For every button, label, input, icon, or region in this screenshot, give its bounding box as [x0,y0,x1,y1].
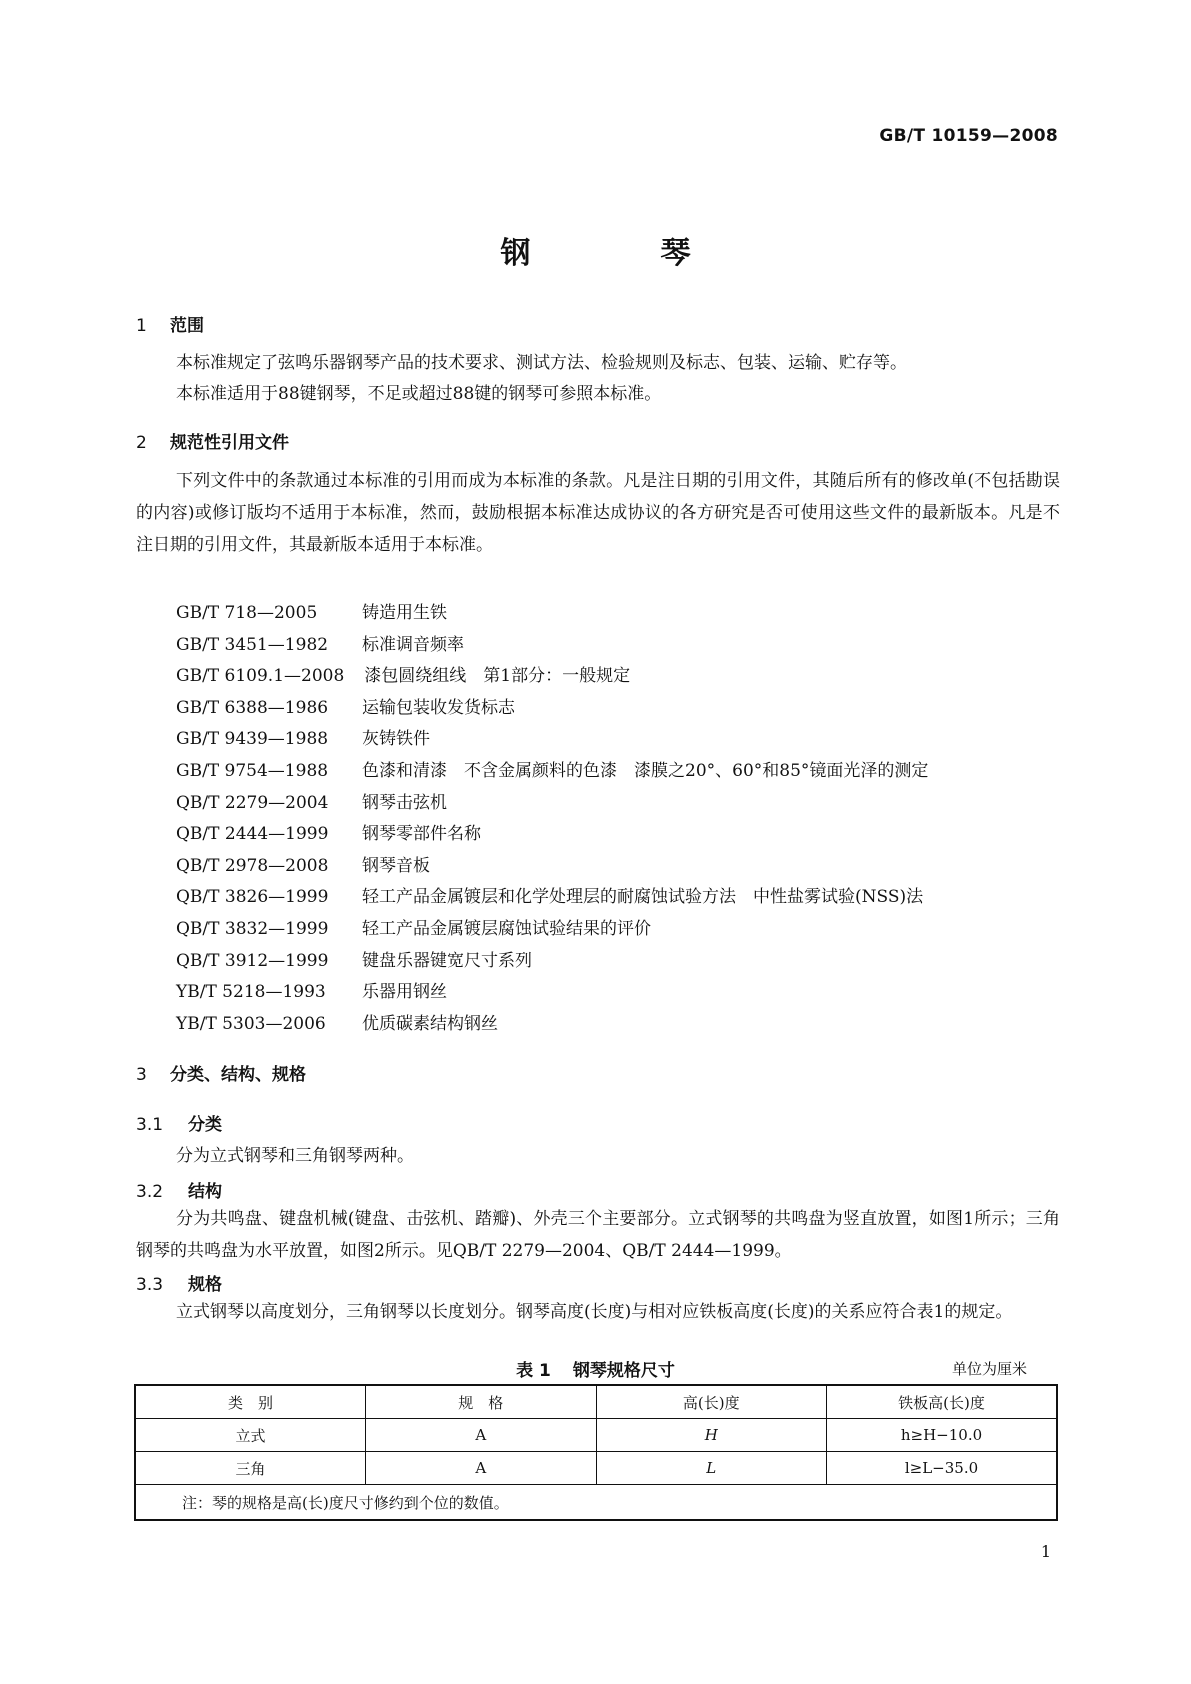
section-3-3-paragraph: 立式钢琴以高度划分，三角钢琴以长度划分。钢琴高度(长度)与相对应铁板高度(长度)的关系应符合表1的规定。 [176,1302,1013,1322]
reference-code: QB/T 3832—1999 [176,918,329,939]
reference-code: QB/T 3912—1999 [176,950,329,971]
reference-code: YB/T 5218—1993 [176,982,326,1003]
column-header: 高(长)度 [596,1385,827,1419]
reference-title: 灰铸铁件 [362,729,430,750]
section-title: 分类 [188,1115,222,1135]
table-number: 表 1 [516,1361,551,1381]
table-title: 钢琴规格尺寸 [572,1361,675,1381]
spec-table [134,1384,1058,1521]
reference-code: GB/T 9754—1988 [176,760,329,781]
reference-title: 优质碳素结构钢丝 [362,1013,498,1034]
table-row [135,1419,1057,1452]
page-number: 1 [1040,1542,1051,1561]
reference-code: GB/T 9439—1988 [176,729,329,750]
section-title: 规范性引用文件 [170,433,289,453]
reference-title: 乐器用钢丝 [362,982,447,1003]
list-item [176,693,928,725]
section-title: 分类、结构、规格 [170,1065,306,1085]
table-note-row [135,1485,1057,1521]
reference-code: QB/T 2444—1999 [176,824,329,845]
column-header: 类 别 [135,1385,366,1419]
list-item [176,788,928,820]
section-1-paragraph-1: 本标准规定了弦鸣乐器钢琴产品的技术要求、测试方法、检验规则及标志、包装、运输、贮存等。 [176,353,907,373]
reference-code: GB/T 718—2005 [176,603,318,623]
column-header: 规 格 [366,1385,597,1419]
reference-code: GB/T 3451—1982 [176,634,329,655]
list-item [176,882,928,914]
list-item [176,756,928,788]
reference-title: 轻工产品金属镀层腐蚀试验结果的评价 [362,918,651,939]
list-item [176,1009,928,1041]
section-2-heading [136,428,289,453]
section-1-paragraph-2: 本标准适用于88键钢琴，不足或超过88键的钢琴可参照本标准。 [176,384,662,404]
list-item [176,946,928,978]
column-header: 铁板高(长)度 [827,1385,1058,1419]
table-cell: 立式 [135,1419,366,1452]
reference-list [176,598,928,1040]
section-3-2-heading [136,1177,222,1202]
reference-code: GB/T 6109.1—2008 [176,666,345,687]
list-item [176,598,928,630]
table-cell: L [596,1452,827,1485]
section-title: 结构 [188,1182,222,1202]
section-title: 规格 [188,1275,222,1295]
section-1-heading [136,311,204,336]
list-item [176,630,928,662]
title-char-1: 钢 [500,236,531,271]
table-note: 注：琴的规格是高(长)度尺寸修约到个位的数值。 [135,1485,1057,1521]
section-number: 3 [136,1065,147,1085]
list-item [176,661,928,693]
reference-title: 铸造用生铁 [362,603,447,623]
reference-title: 色漆和清漆 不含金属颜料的色漆 漆膜之20°、60°和85°镜面光泽的测定 [362,760,929,781]
list-item [176,819,928,851]
table-cell: h≥H−10.0 [827,1419,1058,1452]
section-3-heading [136,1060,306,1085]
reference-code: QB/T 3826—1999 [176,887,329,908]
list-item [176,977,928,1009]
table-header-row [135,1385,1057,1419]
reference-title: 轻工产品金属镀层和化学处理层的耐腐蚀试验方法 中性盐雾试验(NSS)法 [362,887,924,908]
list-item [176,851,928,883]
reference-code: QB/T 2978—2008 [176,855,329,876]
section-3-1-heading [136,1110,222,1135]
reference-code: YB/T 5303—2006 [176,1013,326,1034]
section-number: 3.1 [136,1115,164,1135]
section-3-2-paragraph: 分为共鸣盘、键盘机械(键盘、击弦机、踏瓣)、外壳三个主要部分。立式钢琴的共鸣盘为竖直放置，如图1所示；三角钢琴的共鸣盘为水平放置，如图2所示。见QB/T 2279—2004、QB/T 2444—1999。 [136,1209,1060,1261]
title-char-2: 琴 [660,236,691,271]
reference-title: 钢琴零部件名称 [362,824,481,845]
list-item [176,724,928,756]
reference-title: 钢琴击弦机 [362,792,447,813]
table-cell: A [366,1452,597,1485]
section-number: 3.3 [136,1275,164,1295]
table-cell: A [366,1419,597,1452]
section-2-paragraph-1: 下列文件中的条款通过本标准的引用而成为本标准的条款。凡是注日期的引用文件，其随后所有的修改单(不包括勘误的内容)或修订版均不适用于本标准，然而，鼓励根据本标准达成协议的各方研究是否可使用这些文件的最新版本。凡是不注日期的引用文件，其最新版本适用于本标准。 [136,471,1060,555]
section-number: 1 [136,316,147,336]
section-title: 范围 [170,316,204,336]
reference-title: 钢琴音板 [362,855,430,876]
reference-title: 运输包装收发货标志 [362,697,515,718]
section-number: 3.2 [136,1182,164,1202]
reference-title: 标准调音频率 [362,634,464,655]
table-cell: l≥L−35.0 [827,1452,1058,1485]
reference-code: QB/T 2279—2004 [176,792,329,813]
section-number: 2 [136,433,147,453]
reference-code: GB/T 6388—1986 [176,697,329,718]
table-cell: H [596,1419,827,1452]
reference-title: 键盘乐器键宽尺寸系列 [362,950,532,971]
section-3-1-paragraph: 分为立式钢琴和三角钢琴两种。 [176,1146,414,1166]
table-unit-label: 单位为厘米 [951,1360,1027,1378]
reference-title: 漆包圆绕组线 第1部分：一般规定 [364,666,631,687]
table-cell: 三角 [135,1452,366,1485]
standard-code: GB/T 10159—2008 [879,126,1058,146]
table-row [135,1452,1057,1485]
document-title [0,228,1191,272]
list-item [176,914,928,946]
section-3-3-heading [136,1270,222,1295]
